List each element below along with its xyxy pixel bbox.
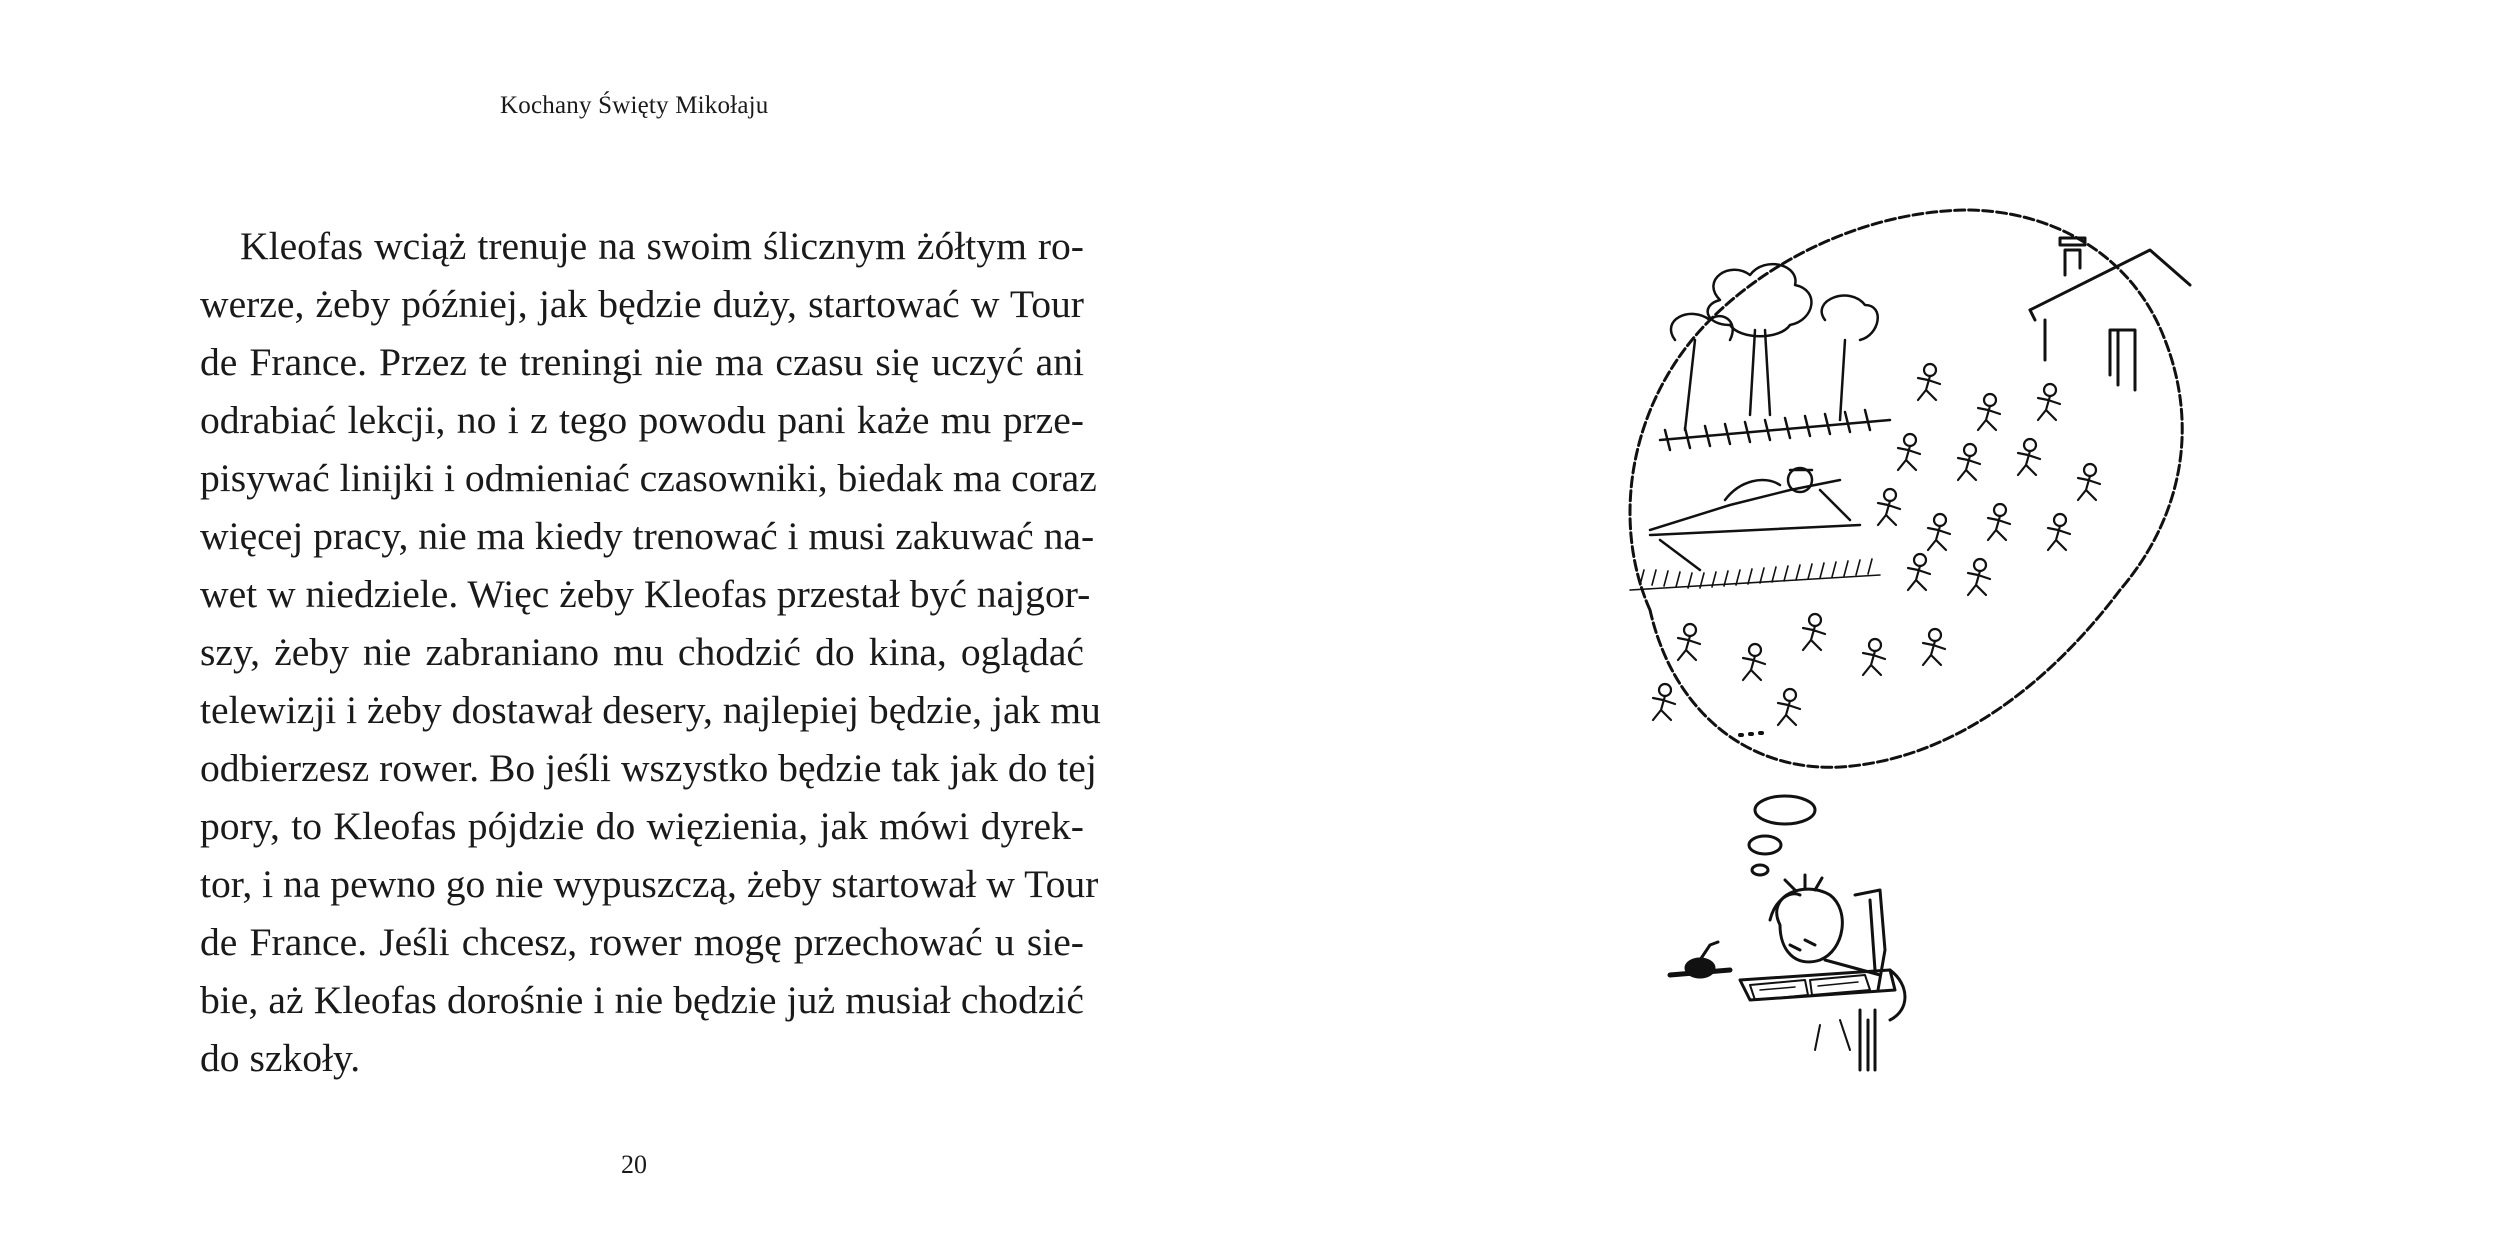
thought-bubble-outline — [1630, 210, 2182, 767]
text-line: pisywać linijki i odmieniać czasowniki, biedak ma coraz — [200, 456, 1097, 500]
text-line: szy, żeby nie zabraniano mu chodzić do kina, oglądać — [200, 630, 1084, 674]
park-trees-icon — [1660, 264, 1890, 450]
text-line: Kleofas wciąż trenuje na swoim ślicznym żółtym ro- — [240, 224, 1084, 268]
text-line: tor, i na pewno go nie wypuszczą, żeby startował w Tour — [200, 862, 1099, 906]
text-line: telewizji i żeby dostawał desery, najlepiej będzie, jak mu — [200, 688, 1101, 732]
grass-lines — [1630, 559, 1880, 590]
page-number: 20 — [621, 1150, 647, 1179]
running-header: Kochany Święty Mikołaju — [500, 92, 769, 119]
boy-dreaming-at-desk-illustration — [1590, 190, 2220, 1080]
body-text — [200, 217, 1101, 1087]
running-children-crowd-icon — [1653, 364, 2100, 735]
text-line: pory, to Kleofas pójdzie do więzienia, jak mówi dyrek- — [200, 804, 1084, 848]
boy-asleep-at-desk-icon — [1670, 875, 1905, 1070]
text-line: de France. Jeśli chcesz, rower mogę przechować u sie- — [200, 920, 1084, 964]
text-line: bie, aż Kleofas dorośnie i nie będzie już musiał chodzić — [200, 978, 1084, 1022]
right-page — [1260, 0, 2520, 1260]
thought-bubble-small-2 — [1749, 836, 1781, 854]
text-line: odrabiać lekcji, no i z tego powodu pani każe mu prze- — [200, 398, 1084, 442]
man-in-deckchair-icon — [1650, 468, 1860, 570]
text-line: więcej pracy, nie ma kiedy trenować i musi zakuwać na- — [200, 514, 1095, 558]
text-line: wet w niedziele. Więc żeby Kleofas przestał być najgor- — [200, 572, 1091, 616]
text-line: odbierzesz rower. Bo jeśli wszystko będzie tak jak do tej — [200, 746, 1097, 790]
text-line: de France. Przez te treningi nie ma czasu się uczyć ani — [200, 340, 1084, 384]
thought-bubble-small-3 — [1752, 865, 1768, 875]
thought-bubble-small-1 — [1755, 796, 1815, 824]
text-line: werze, żeby później, jak będzie duży, startować w Tour — [200, 282, 1084, 326]
text-line: do szkoły. — [200, 1036, 361, 1080]
